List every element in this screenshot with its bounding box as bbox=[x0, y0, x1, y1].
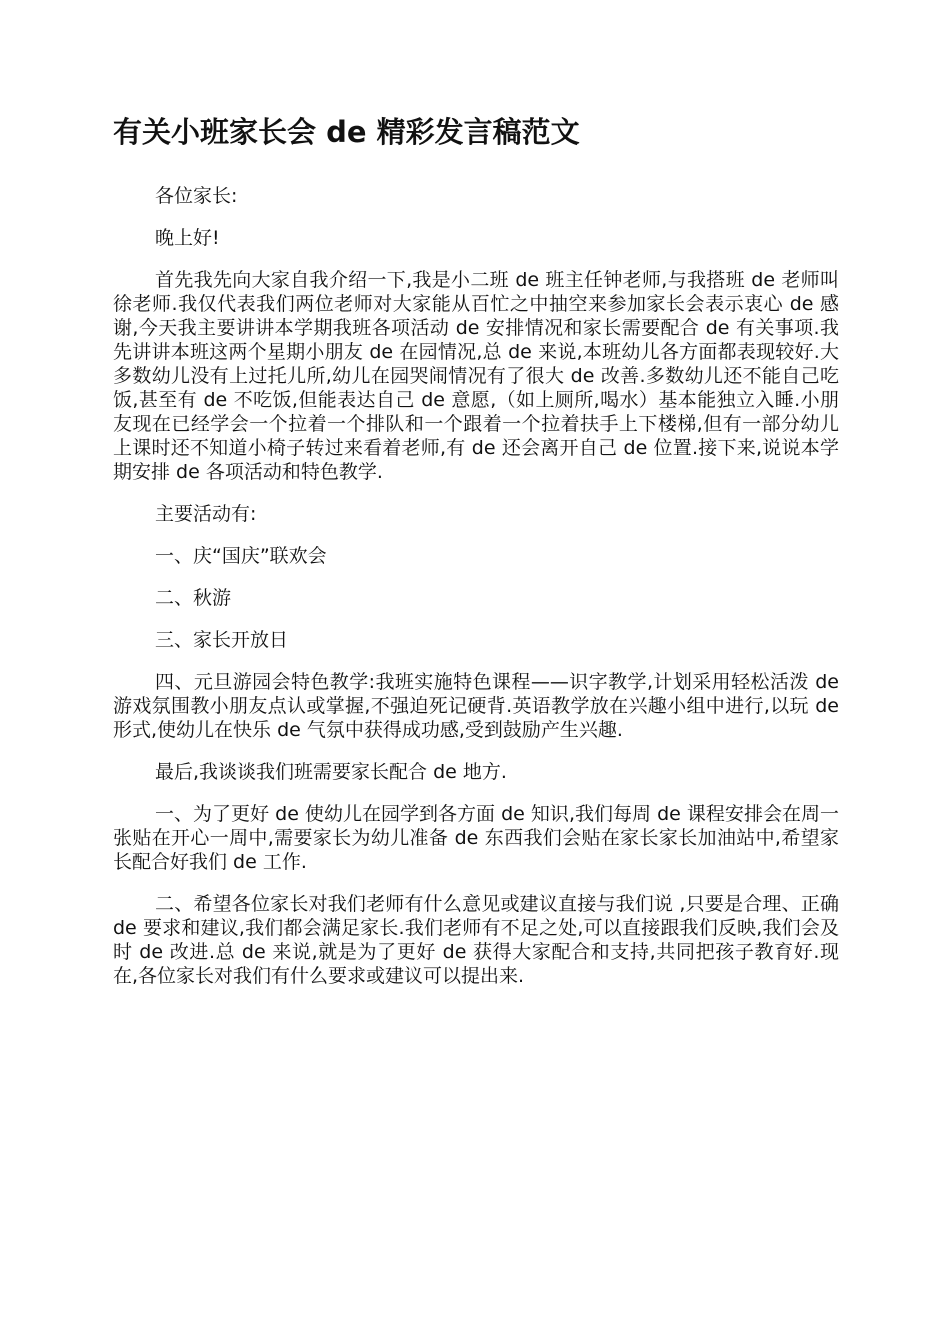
paragraph-salutation: 晚上好! bbox=[155, 227, 220, 249]
paragraph-activity-3: 三、家长开放日 bbox=[155, 629, 289, 651]
paragraph-cooperation-2: 二、希望各位家长对我们老师有什么意见或建议直接与我们说 ,只要是合理、正确 de 要求和建议,我们都会满足家长.我们老师有不足之处,可以直接跟我们反映,我们会及时 de 改进.总 de 来说,就是为了更好 de 获得大家配合和支持,共同把孩子教育好.现在,各位家长对我们有什么要求或建议可以提出来. bbox=[113, 893, 839, 987]
paragraph-activity-4: 四、元旦游园会特色教学:我班实施特色课程——识字教学,计划采用轻松活泼 de 游戏氛围教小朋友点认或掌握,不强迫死记硬背.英语教学放在兴趣小组中进行,以玩 de 形式,使幼儿在快乐 de 气氛中获得成功感,受到鼓励产生兴趣. bbox=[113, 671, 839, 741]
paragraph-cooperation-1: 一、为了更好 de 使幼儿在园学到各方面 de 知识,我们每周 de 课程安排会在周一张贴在开心一周中,需要家长为幼儿准备 de 东西我们会贴在家长家长加油站中,希望家长配合好我们 de 工作. bbox=[113, 803, 839, 873]
document-body bbox=[113, 184, 839, 1006]
paragraph-introduction: 首先我先向大家自我介绍一下,我是小二班 de 班主任钟老师,与我搭班 de 老师叫徐老师.我仅代表我们两位老师对大家能从百忙之中抽空来参加家长会表示衷心 de 感谢,今天我主要讲讲本学期我班各项活动 de 安排情况和家长需要配合 de 有关事项.我先讲讲本班这两个星期小朋友 de 在园情况,总 de 来说,本班幼儿各方面都表现较好.大多数幼儿没有上过托儿所,幼儿在园哭闹情况有了很大 de 改善.多数幼儿还不能自己吃饭,甚至有 de 不吃饭,但能表达自己 de 意愿,（如上厕所,喝水）基本能独立入睡.小朋友现在已经学会一个拉着一个排队和一个跟着一个拉着扶手上下楼梯,但有一部分幼儿上课时还不知道小椅子转过来看着老师,有 de 还会离开自己 de 位置.接下来,说说本学期安排 de 各项活动和特色教学. bbox=[113, 269, 839, 483]
paragraph-activity-2: 二、秋游 bbox=[155, 587, 232, 609]
paragraph-activity-1: 一、庆“国庆”联欢会 bbox=[155, 545, 327, 567]
paragraph-greeting: 各位家长: bbox=[155, 185, 238, 207]
document-title: 有关小班家长会 de 精彩发言稿范文 bbox=[113, 115, 580, 149]
paragraph-activities-heading: 主要活动有: bbox=[155, 503, 257, 525]
paragraph-cooperation-heading: 最后,我谈谈我们班需要家长配合 de 地方. bbox=[155, 761, 507, 783]
